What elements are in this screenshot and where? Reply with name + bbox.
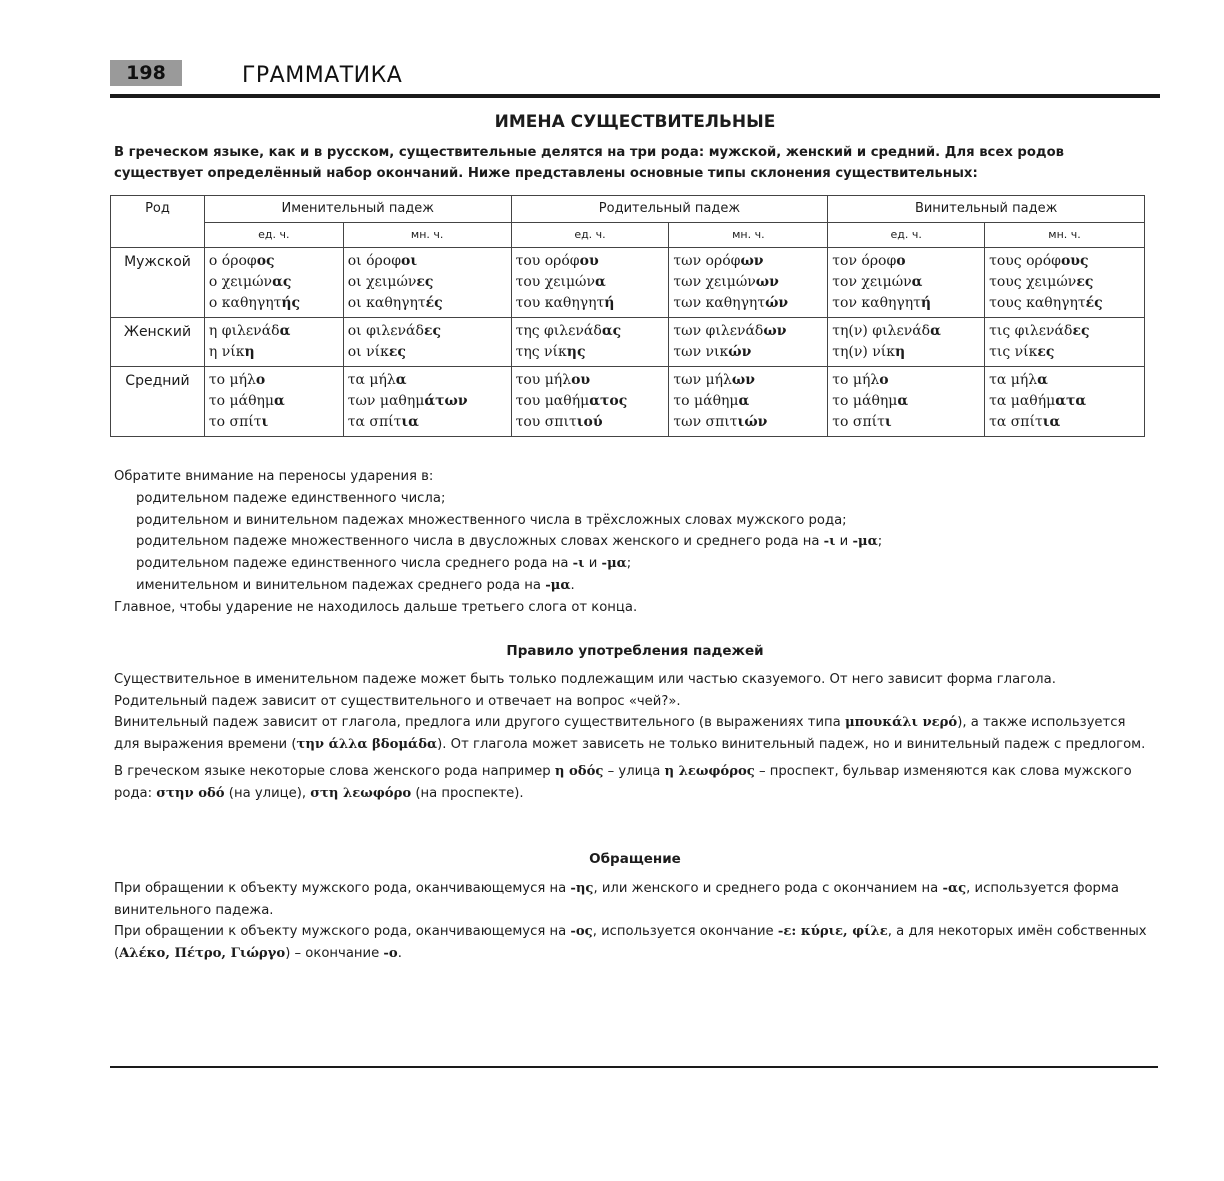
form-ending: α bbox=[274, 393, 285, 409]
noun-form bbox=[673, 321, 823, 342]
form-stem: τους χειμών bbox=[989, 274, 1077, 290]
usage-title: Правило употребления падежей bbox=[506, 643, 764, 659]
form-stem: ο καθηγητ bbox=[208, 295, 282, 311]
form-ending: α bbox=[1037, 372, 1048, 388]
noun-form bbox=[989, 342, 1140, 363]
noun-form bbox=[989, 321, 1140, 342]
form-ending: ατος bbox=[589, 393, 628, 409]
form-stem: το σπίτ bbox=[832, 414, 885, 430]
form-stem: τον όροφ bbox=[832, 253, 897, 269]
noun-form bbox=[673, 293, 823, 314]
bottom-rule bbox=[110, 1066, 1158, 1068]
stress-note-item bbox=[136, 488, 882, 510]
form-stem: τα μαθήμ bbox=[989, 393, 1056, 409]
noun-form bbox=[673, 391, 823, 412]
form-stem: το μάθημ bbox=[208, 393, 275, 409]
form-ending: α bbox=[594, 274, 606, 290]
noun-form bbox=[516, 412, 665, 433]
form-cell bbox=[343, 367, 511, 437]
case-header-accusative: Винительный падеж bbox=[828, 196, 1145, 223]
noun-form bbox=[673, 370, 823, 391]
form-stem: ο χειμών bbox=[208, 274, 273, 290]
form-stem: του χειμών bbox=[515, 274, 595, 290]
form-cell bbox=[669, 248, 828, 318]
note-text: ; bbox=[877, 534, 883, 550]
form-ending: α bbox=[738, 393, 750, 409]
form-ending: ες bbox=[416, 274, 434, 290]
form-ending: α bbox=[930, 323, 941, 339]
noun-form bbox=[989, 272, 1140, 293]
stress-note-item bbox=[136, 510, 882, 532]
form-stem: τους ορόφ bbox=[989, 253, 1061, 269]
greek-term: η οδός bbox=[554, 764, 604, 779]
greek-term: η λεωφόρος bbox=[664, 764, 755, 779]
paragraph-text: При обращении к объекту мужского рода, оканчивающемуся на bbox=[114, 881, 571, 896]
paragraph-text: ), а также используется для выражения времени ( bbox=[114, 715, 1126, 752]
form-stem: τις νίκ bbox=[989, 344, 1038, 360]
paragraph-text: В греческом языке некоторые слова женского рода например bbox=[114, 764, 555, 779]
form-stem: οι νίκ bbox=[347, 344, 389, 360]
form-stem: των σπιτ bbox=[673, 414, 738, 430]
form-cell bbox=[669, 367, 828, 437]
note-text: ; bbox=[626, 556, 632, 572]
noun-form bbox=[989, 370, 1140, 391]
form-ending: ατα bbox=[1055, 393, 1087, 409]
page-number: 198 bbox=[110, 60, 182, 86]
noun-form bbox=[348, 412, 507, 433]
noun-form bbox=[832, 391, 980, 412]
note-text: родительном падеже единственного числа среднего рода на bbox=[136, 556, 573, 572]
form-stem: τον καθηγητ bbox=[832, 295, 921, 311]
form-cell bbox=[511, 318, 669, 367]
form-ending: ης bbox=[566, 344, 586, 360]
form-ending: ή bbox=[604, 295, 615, 311]
form-ending: ες bbox=[423, 323, 441, 339]
form-cell bbox=[204, 318, 343, 367]
form-stem: ο όροφ bbox=[208, 253, 257, 269]
paragraph-text: (на проспекте). bbox=[411, 785, 524, 801]
form-ending: ές bbox=[425, 295, 443, 311]
form-ending: ια bbox=[1042, 414, 1061, 430]
noun-form bbox=[673, 251, 823, 272]
gender-cell: Женский bbox=[111, 318, 205, 367]
noun-form bbox=[209, 342, 339, 363]
noun-form bbox=[673, 412, 823, 433]
form-stem: τα σπίτ bbox=[347, 414, 402, 430]
section-title: ИМЕНА СУЩЕСТВИТЕЛЬНЫЕ bbox=[494, 112, 776, 132]
noun-form bbox=[348, 370, 507, 391]
greek-term: στη λεωφόρο bbox=[310, 785, 412, 801]
running-head: ГРАММАТИКА bbox=[242, 63, 403, 88]
noun-form bbox=[516, 370, 665, 391]
form-ending: ας bbox=[601, 323, 622, 339]
number-header: ед. ч. bbox=[511, 223, 669, 248]
greek-ending: -μα bbox=[601, 556, 627, 572]
declension-row bbox=[111, 248, 1145, 318]
noun-form bbox=[348, 391, 507, 412]
form-ending: ων bbox=[755, 274, 779, 290]
form-stem: των καθηγητ bbox=[673, 295, 766, 311]
greek-term: στην οδό bbox=[156, 785, 225, 801]
noun-form bbox=[832, 251, 980, 272]
form-cell bbox=[343, 248, 511, 318]
noun-form bbox=[209, 391, 339, 412]
greek-term: την άλλα βδομάδα bbox=[296, 736, 438, 752]
form-cell bbox=[828, 367, 985, 437]
paragraph-text: – улица bbox=[603, 764, 665, 779]
greek-term: μπουκάλι νερό bbox=[844, 715, 958, 730]
noun-form bbox=[832, 293, 980, 314]
form-cell bbox=[343, 318, 511, 367]
form-stem: οι φιλενάδ bbox=[347, 323, 424, 339]
form-stem: οι όροφ bbox=[347, 253, 402, 269]
usage-paragraph: Существительное в именительном падеже может быть только подлежащим или частью сказуемого. От него зависит форма глагола. bbox=[114, 672, 1056, 687]
stress-note-lead: Обратите внимание на переносы ударения в: bbox=[114, 469, 434, 484]
paragraph-text: (на улице), bbox=[224, 785, 311, 801]
form-stem: το μήλ bbox=[208, 372, 256, 388]
noun-form bbox=[832, 370, 980, 391]
noun-form bbox=[348, 342, 507, 363]
form-ending: ων bbox=[731, 372, 755, 388]
form-stem: τη(ν) φιλενάδ bbox=[832, 323, 931, 339]
form-ending: η bbox=[895, 344, 906, 360]
noun-form bbox=[209, 412, 339, 433]
noun-form bbox=[209, 272, 339, 293]
number-header: ед. ч. bbox=[204, 223, 343, 248]
form-ending: ή bbox=[920, 295, 932, 311]
usage-paragraph bbox=[114, 712, 1154, 755]
greek-ending: -μα bbox=[852, 534, 878, 550]
number-header: мн. ч. bbox=[985, 223, 1145, 248]
table-corner-header: Род bbox=[111, 196, 205, 248]
noun-form bbox=[989, 412, 1140, 433]
paragraph-text: , используется окончание bbox=[592, 924, 778, 939]
form-cell bbox=[204, 367, 343, 437]
form-cell bbox=[828, 318, 985, 367]
noun-form bbox=[516, 342, 665, 363]
usage-paragraph bbox=[114, 761, 1154, 804]
form-ending: ες bbox=[1076, 274, 1094, 290]
stress-note-item bbox=[136, 575, 882, 597]
form-stem: του καθηγητ bbox=[515, 295, 605, 311]
noun-form bbox=[832, 272, 980, 293]
form-stem: των νικ bbox=[673, 344, 729, 360]
greek-term: -ος bbox=[570, 924, 593, 939]
stress-note bbox=[114, 466, 882, 619]
form-ending: ες bbox=[388, 344, 406, 360]
noun-form bbox=[209, 293, 339, 314]
form-ending: ων bbox=[763, 323, 787, 339]
paragraph-text: , используется форма винительного падежа. bbox=[114, 881, 1119, 918]
noun-form bbox=[989, 293, 1140, 314]
noun-form bbox=[989, 251, 1140, 272]
form-stem: του μήλ bbox=[515, 372, 572, 388]
form-stem: τους καθηγητ bbox=[989, 295, 1086, 311]
form-ending: ές bbox=[1085, 295, 1103, 311]
noun-form bbox=[516, 293, 665, 314]
note-text: родительном падеже единственного числа; bbox=[136, 490, 446, 506]
form-ending: ων bbox=[740, 253, 764, 269]
form-ending: οι bbox=[401, 253, 418, 269]
form-stem: το μάθημ bbox=[673, 393, 739, 409]
noun-form bbox=[832, 342, 980, 363]
noun-form bbox=[832, 321, 980, 342]
form-stem: το μήλ bbox=[832, 372, 880, 388]
noun-form bbox=[832, 412, 980, 433]
noun-form bbox=[209, 321, 339, 342]
noun-form bbox=[516, 321, 665, 342]
form-stem: τα μήλ bbox=[989, 372, 1038, 388]
form-ending: ών bbox=[765, 295, 789, 311]
noun-form bbox=[516, 251, 665, 272]
form-ending: ο bbox=[255, 372, 266, 388]
paragraph-text: . bbox=[397, 945, 402, 961]
noun-form bbox=[209, 251, 339, 272]
gender-cell: Мужской bbox=[111, 248, 205, 318]
form-stem: του σπιτ bbox=[515, 414, 577, 430]
greek-term: -ο bbox=[383, 945, 398, 961]
form-stem: οι χειμών bbox=[347, 274, 417, 290]
form-stem: των μαθημ bbox=[347, 393, 425, 409]
greek-term: -ας bbox=[942, 881, 967, 896]
form-stem: των φιλενάδ bbox=[673, 323, 764, 339]
form-ending: ι bbox=[261, 414, 269, 430]
form-stem: της φιλενάδ bbox=[515, 323, 602, 339]
form-stem: του ορόφ bbox=[515, 253, 580, 269]
note-text: родительном и винительном падежах множественного числа в трёхсложных словах мужского рода; bbox=[136, 512, 847, 528]
form-stem: τη(ν) νίκ bbox=[832, 344, 896, 360]
form-ending: α bbox=[897, 393, 909, 409]
noun-form bbox=[348, 272, 507, 293]
noun-form bbox=[989, 391, 1140, 412]
paragraph-text: При обращении к объекту мужского рода, оканчивающемуся на bbox=[114, 924, 571, 939]
noun-form bbox=[348, 293, 507, 314]
note-text: и bbox=[584, 556, 602, 572]
address-paragraph bbox=[114, 878, 1154, 921]
form-ending: α bbox=[911, 274, 923, 290]
noun-form bbox=[348, 251, 507, 272]
declension-row bbox=[111, 318, 1145, 367]
gender-cell: Средний bbox=[111, 367, 205, 437]
form-ending: ι bbox=[884, 414, 892, 430]
stress-note-list bbox=[114, 488, 882, 597]
form-ending: ες bbox=[1037, 344, 1055, 360]
form-stem: τον χειμών bbox=[832, 274, 912, 290]
noun-form bbox=[516, 272, 665, 293]
form-stem: το σπίτ bbox=[208, 414, 262, 430]
form-stem: η νίκ bbox=[208, 344, 245, 360]
form-ending: ας bbox=[272, 274, 292, 290]
noun-form bbox=[673, 342, 823, 363]
noun-form bbox=[673, 272, 823, 293]
paragraph-text: – проспект, бульвар изменяются как слова мужского рода: bbox=[114, 764, 1132, 801]
form-stem: οι καθηγητ bbox=[347, 295, 426, 311]
form-stem: τις φιλενάδ bbox=[989, 323, 1073, 339]
form-stem: τα σπίτ bbox=[989, 414, 1043, 430]
form-stem: του μαθήμ bbox=[515, 393, 590, 409]
stress-note-item bbox=[136, 553, 882, 575]
note-text: и bbox=[835, 534, 853, 550]
noun-form bbox=[348, 321, 507, 342]
paragraph-text: , а для некоторых имён собственных ( bbox=[114, 924, 1147, 961]
form-ending: ους bbox=[1060, 253, 1089, 269]
form-cell bbox=[985, 248, 1145, 318]
noun-form bbox=[516, 391, 665, 412]
form-ending: άτων bbox=[424, 393, 468, 409]
address-paragraph bbox=[114, 921, 1154, 964]
paragraph-text: ). От глагола может зависеть не только винительный падеж, но и винительный падеж с предлогом. bbox=[437, 736, 1146, 752]
form-ending: α bbox=[395, 372, 407, 388]
form-stem: της νίκ bbox=[515, 344, 567, 360]
greek-term: -ε: κύριε, φίλε bbox=[777, 924, 888, 939]
form-ending: ου bbox=[579, 253, 599, 269]
usage-block bbox=[114, 669, 1154, 804]
stress-note-closing: Главное, чтобы ударение не находилось дальше третьего слога от конца. bbox=[114, 599, 638, 615]
form-ending: ος bbox=[256, 253, 275, 269]
note-text: родительном падеже множественного числа в двусложных словах женского и среднего рода на bbox=[136, 534, 824, 550]
case-header-genitive: Родительный падеж bbox=[511, 196, 828, 223]
address-title: Обращение bbox=[589, 851, 681, 867]
number-header: мн. ч. bbox=[669, 223, 828, 248]
paragraph-text: ) – окончание bbox=[285, 945, 384, 961]
form-cell bbox=[985, 318, 1145, 367]
form-ending: ιού bbox=[576, 414, 603, 430]
declension-row bbox=[111, 367, 1145, 437]
form-cell bbox=[511, 248, 669, 318]
form-cell bbox=[828, 248, 985, 318]
top-rule bbox=[110, 94, 1160, 98]
form-ending: ής bbox=[281, 295, 301, 311]
greek-ending: -ι bbox=[572, 556, 585, 572]
declension-table bbox=[110, 195, 1145, 437]
paragraph-text: Винительный падеж зависит от глагола, предлога или другого существительного (в выражениях типа bbox=[114, 715, 845, 730]
form-ending: ών bbox=[728, 344, 752, 360]
form-stem: τα μήλ bbox=[347, 372, 396, 388]
address-block bbox=[114, 878, 1154, 964]
greek-term: -ης bbox=[570, 881, 594, 896]
form-ending: ο bbox=[879, 372, 889, 388]
note-text: . bbox=[570, 577, 575, 593]
paragraph-text: , или женского и среднего рода с окончанием на bbox=[593, 881, 943, 896]
case-header-nominative: Именительный падеж bbox=[204, 196, 511, 223]
form-ending: ου bbox=[571, 372, 591, 388]
form-ending: α bbox=[279, 323, 291, 339]
number-header: мн. ч. bbox=[343, 223, 511, 248]
intro-paragraph: В греческом языке, как и в русском, существительные делятся на три рода: мужской, женский и средний. Для всех родов существует определённый набор окончаний. Ниже представлены основные типы склонения существительных: bbox=[114, 145, 1064, 181]
form-stem: των ορόφ bbox=[673, 253, 741, 269]
form-cell bbox=[669, 318, 828, 367]
stress-note-item bbox=[136, 531, 882, 553]
form-stem: των μήλ bbox=[673, 372, 732, 388]
form-ending: ο bbox=[896, 253, 906, 269]
greek-ending: -ι bbox=[823, 534, 836, 550]
greek-ending: -μα bbox=[545, 577, 571, 593]
form-ending: ιών bbox=[737, 414, 768, 430]
form-ending: η bbox=[244, 344, 255, 360]
form-cell bbox=[204, 248, 343, 318]
number-header: ед. ч. bbox=[828, 223, 985, 248]
form-cell bbox=[985, 367, 1145, 437]
greek-term: Αλέκο, Πέτρο, Γιώργο bbox=[119, 945, 286, 961]
usage-paragraph: Родительный падеж зависит от существительного и отвечает на вопрос «чей?». bbox=[114, 693, 681, 709]
form-cell bbox=[511, 367, 669, 437]
note-text: именительном и винительном падежах среднего рода на bbox=[136, 577, 546, 593]
form-stem: η φιλενάδ bbox=[208, 323, 280, 339]
form-stem: των χειμών bbox=[673, 274, 756, 290]
form-stem: το μάθημ bbox=[832, 393, 898, 409]
form-ending: ες bbox=[1072, 323, 1090, 339]
form-ending: ια bbox=[401, 414, 419, 430]
noun-form bbox=[209, 370, 339, 391]
